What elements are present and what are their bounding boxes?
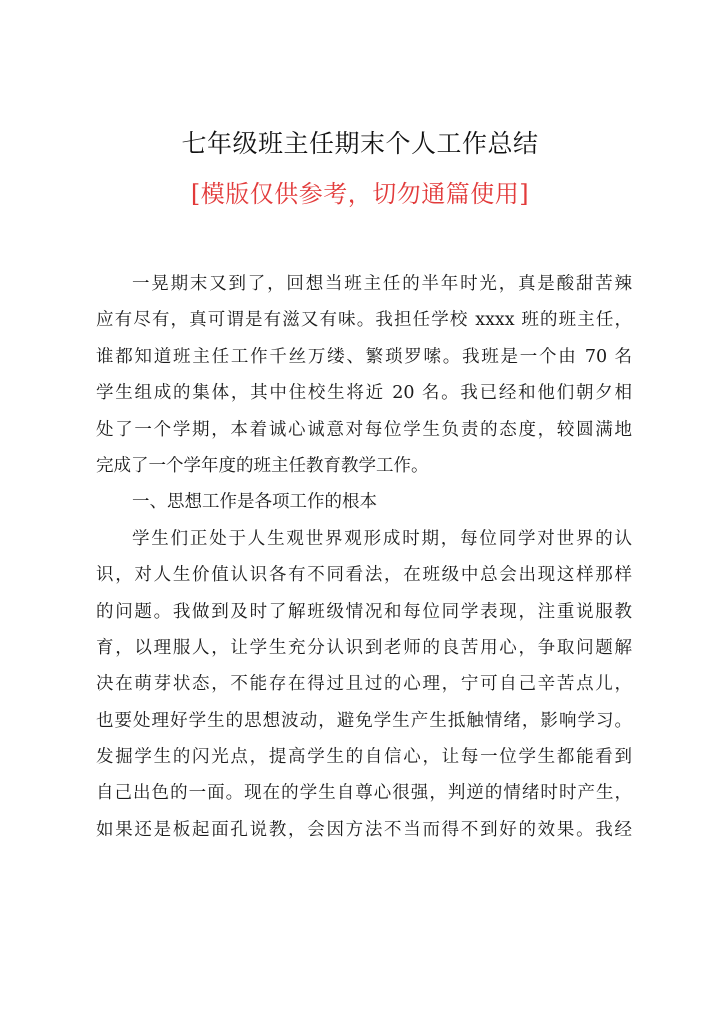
body-line: 应有尽有，真可谓是有滋又有味。我担任学校 xxxx 班的班主任， (96, 310, 632, 331)
document-body (96, 266, 632, 848)
section-heading: 一、思想工作是各项工作的根本 (132, 492, 377, 513)
document-title: 七年级班主任期末个人工作总结 (181, 129, 539, 158)
body-line: 完成了一个学年度的班主任教育教学工作。 (96, 455, 429, 476)
body-line: 识，对人生价值认识各有不同看法，在班级中总会出现这样那样 (96, 565, 632, 586)
body-line: 的问题。我做到及时了解班级情况和每位同学表现，注重说服教 (96, 601, 632, 622)
template-disclaimer: [模版仅供参考，切勿通篇使用] (190, 180, 530, 208)
body-line: 育，以理服人，让学生充分认识到老师的良苦用心，争取问题解 (96, 637, 632, 658)
body-line: 学生们正处于人生观世界观形成时期，每位同学对世界的认 (132, 528, 632, 549)
body-line: 如果还是板起面孔说教，会因方法不当而得不到好的效果。我经 (96, 819, 632, 840)
body-line: 决在萌芽状态，不能存在得过且过的心理，宁可自己辛苦点儿， (96, 674, 632, 695)
body-line: 也要处理好学生的思想波动，避免学生产生抵触情绪，影响学习。 (96, 710, 632, 731)
body-line: 谁都知道班主任工作千丝万缕、繁琐罗嗦。我班是一个由 70 名 (96, 346, 632, 367)
body-line: 处了一个学期，本着诚心诚意对每位学生负责的态度，较圆满地 (96, 419, 632, 440)
body-line: 一晃期末又到了，回想当班主任的半年时光，真是酸甜苦辣 (132, 274, 632, 294)
body-line: 发掘学生的闪光点，提高学生的自信心，让每一位学生都能看到 (96, 747, 632, 768)
body-line: 自己出色的一面。现在的学生自尊心很强，判逆的情绪时时产生， (96, 783, 632, 804)
body-line: 学生组成的集体，其中住校生将近 20 名。我已经和他们朝夕相 (96, 383, 632, 404)
